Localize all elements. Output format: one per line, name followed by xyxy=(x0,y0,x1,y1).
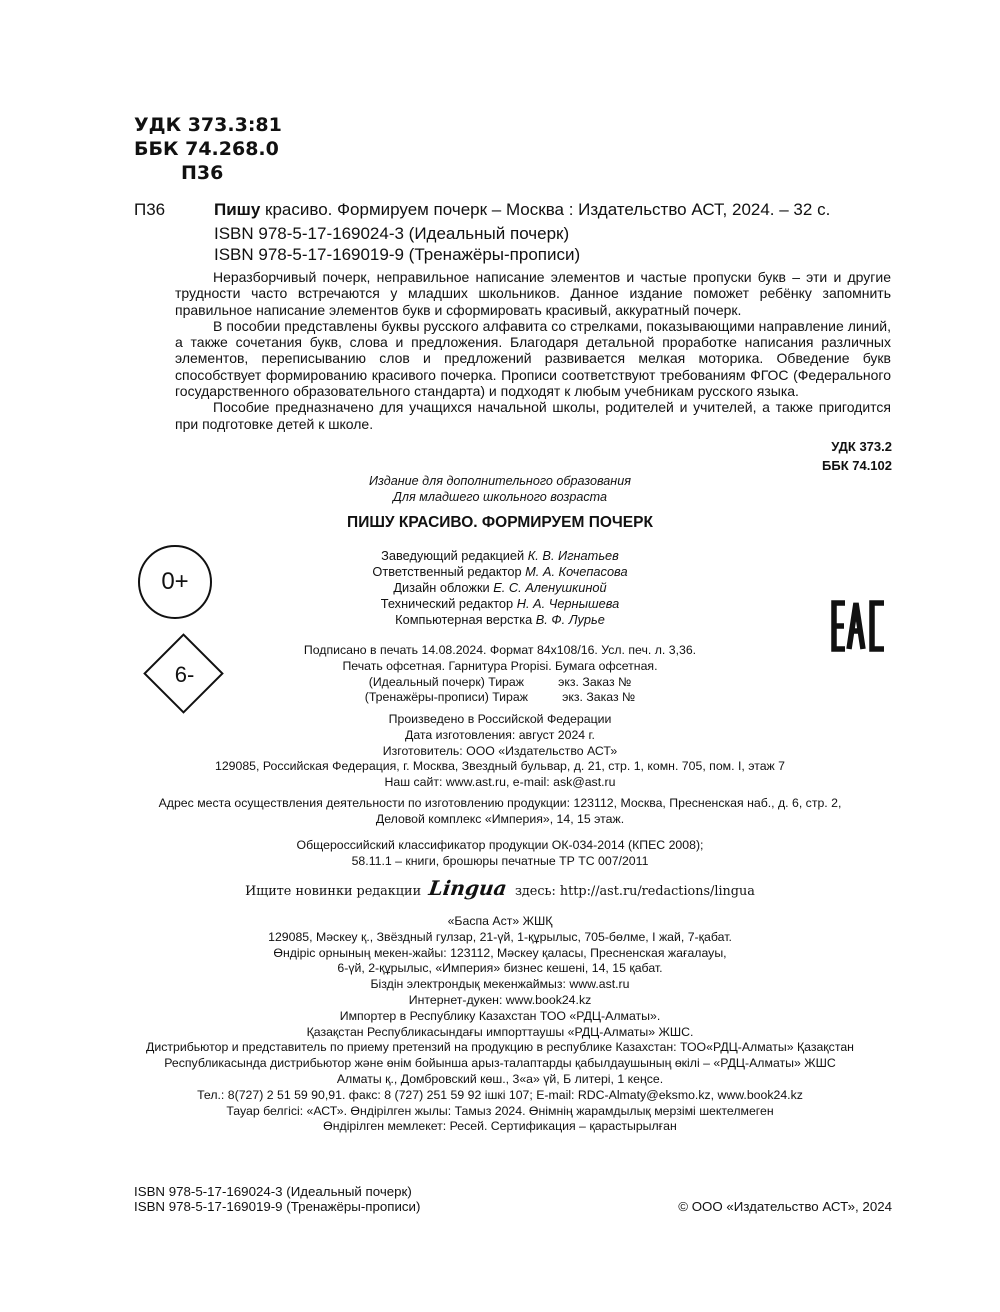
bib-title-bold: Пишу xyxy=(214,200,261,219)
credit-role: Технический редактор xyxy=(380,596,517,611)
kz-line: Қазақстан Республикасындағы импорттаушы «РДЦ-Алматы» ЖШС. xyxy=(306,1024,694,1039)
credit-name: Н. А. Чернышева xyxy=(516,596,620,611)
credit-line xyxy=(0,580,1000,596)
bib-code: П36 xyxy=(134,200,166,219)
print-line: Подписано в печать 14.08.2024. Формат 84х108/16. Усл. печ. л. 3,36. xyxy=(303,643,697,657)
abstract xyxy=(175,269,891,432)
author-sign: П36 xyxy=(181,162,224,184)
kz-line: Тел.: 8(727) 2 51 59 90,91. факс: 8 (727) 251 59 92 ішкі 107; E-mail: RDC-Almaty@eksmo.kz, www.book24.kz xyxy=(197,1087,803,1102)
age-rating-circle-label: 0+ xyxy=(161,568,189,595)
age-rating-diamond-label: 6- xyxy=(174,661,195,687)
lingua-after: здесь: http://ast.ru/redactions/lingua xyxy=(514,884,755,899)
kz-line: Республикасында дистрибьютор және өнім бойынша арыз-талаптарды қабылдаушының өкілі – «РДЦ-Алматы» ЖШС xyxy=(164,1056,836,1071)
kz-line: 6-үй, 2-құрылыс, «Империя» бизнес кешені, 14, 15 қабат. xyxy=(337,961,663,976)
credit-role: Компьютерная верстка xyxy=(395,612,536,627)
bbk-code: ББК 74.268.0 xyxy=(134,138,279,160)
credit-role: Дизайн обложки xyxy=(393,580,494,595)
edition-age: Для младшего школьного возраста xyxy=(393,490,607,504)
kz-line: Алматы қ., Домбровский көш., 3«а» үй, Б литері, 1 кеңсе. xyxy=(336,1071,664,1086)
kz-line: 129085, Мәскеу қ., Звёздный гулзар, 21-үй, 1-құрылыс, 705-бөлме, I жай, 7-қабат. xyxy=(268,929,732,944)
bbk-right: ББК 74.102 xyxy=(822,458,892,473)
credit-name: К. В. Игнатьев xyxy=(527,548,619,563)
kazakhstan-info xyxy=(0,914,1000,1135)
footer-isbn-1: ISBN 978-5-17-169024-3 (Идеальный почерк) xyxy=(134,1184,412,1199)
print-info xyxy=(0,643,1000,706)
kz-line: «Баспа Аст» ЖШҚ xyxy=(447,914,553,928)
credit-line xyxy=(0,564,1000,580)
production-line: Изготовитель: ООО «Издательство АСТ» xyxy=(382,743,618,758)
bib-isbn-1: ISBN 978-5-17-169024-3 (Идеальный почерк) xyxy=(214,224,570,243)
bib-title-rest: красиво. Формируем почерк – Москва : Издательство АСТ, 2024. – 32 с. xyxy=(260,200,831,219)
edition-type: Издание для дополнительного образования xyxy=(369,474,631,488)
copyright: © ООО «Издательство АСТ», 2024 xyxy=(678,1199,892,1214)
production-address xyxy=(0,796,1000,828)
address-line: Деловой комплекс «Империя», 14, 15 этаж. xyxy=(375,811,625,826)
classifier-line: Общероссийский классификатор продукции ОК-034-2014 (КПЕС 2008); xyxy=(296,838,704,852)
kz-line: Импортер в Республику Казахстан ТОО «РДЦ-Алматы». xyxy=(339,1008,661,1023)
lingua-logo: Lingua xyxy=(427,876,509,900)
edition-title: ПИШУ КРАСИВО. ФОРМИРУЕМ ПОЧЕРК xyxy=(347,514,653,531)
credit-line xyxy=(0,548,1000,564)
credit-role: Заведующий редакцией xyxy=(381,548,528,563)
credit-role: Ответственный редактор xyxy=(372,564,526,579)
print-line: (Тренажёры-прописи) Тираж экз. Заказ № xyxy=(364,690,636,705)
production-line: Произведено в Российской Федерации xyxy=(388,712,612,726)
abstract-paragraph-3: Пособие предназначено для учащихся начальной школы, родителей и учителей, а также пригодится при подготовке детей к школе. xyxy=(175,399,891,432)
kz-line: Өндірілген мемлекет: Ресей. Сертификация – қарастырылған xyxy=(323,1119,677,1134)
production-line: 129085, Российская Федерация, г. Москва, Звездный бульвар, д. 21, стр. 1, комн. 705, пом. I, этаж 7 xyxy=(214,759,786,774)
abstract-paragraph-2: В пособии представлены буквы русского алфавита со стрелками, показывающими направление линий, а также сочетания букв, слова и предложения. Благодаря детальной проработке написания различных элементов, переписыванию слов и предложений развивается мелкая моторика. Обведение букв способствует формированию красивого почерка. Прописи соответствуют требованиям ФГОС (Федерального государственного образовательного стандарта) и подходят к любым учебникам русского языка. xyxy=(175,317,891,400)
print-line: (Идеальный почерк) Тираж экз. Заказ № xyxy=(368,674,632,689)
kz-line: Дистрибьютор и представитель по приему претензий на продукцию в республике Казахстан: ТОО«РДЦ-Алматы» Қазақстан xyxy=(146,1040,854,1055)
address-line: Адрес места осуществления деятельности по изготовлению продукции: 123112, Москва, Пресненская наб., д. 6, стр. 2, xyxy=(158,796,842,810)
footer-isbn-2: ISBN 978-5-17-169019-9 (Тренажёры-прописи) xyxy=(134,1199,421,1214)
udk-right: УДК 373.2 xyxy=(831,439,892,454)
kz-line: Тауар белгісі: «АСТ». Өндірілген жылы: Тамыз 2024. Өнімнің жарамдылық мерзімі шектелмеген xyxy=(226,1103,774,1118)
classifier xyxy=(0,838,1000,870)
bib-title xyxy=(214,200,830,220)
credit-name: В. Ф. Лурье xyxy=(535,612,605,627)
production-line: Дата изготовления: август 2024 г. xyxy=(405,727,595,742)
credit-name: Е. С. Аленушкиной xyxy=(493,580,607,595)
kz-line: Интернет-дукен: www.book24.kz xyxy=(408,992,592,1007)
abstract-paragraph-1: Неразборчивый почерк, неправильное написание элементов и частые пропуски букв – эти и другие трудности часто встречаются у младших школьников. Данное издание поможет ребёнку запомнить правильное написание элементов букв и сформировать красивый, аккуратный почерк. xyxy=(175,269,891,318)
lingua-line xyxy=(0,876,1000,900)
production-line: Наш сайт: www.ast.ru, e-mail: ask@ast.ru xyxy=(384,775,616,790)
lingua-before: Ищите новинки редакции xyxy=(245,884,422,899)
udk-code: УДК 373.3:81 xyxy=(134,114,282,136)
credit-name: М. А. Кочепасова xyxy=(525,564,628,579)
bib-isbn-2: ISBN 978-5-17-169019-9 (Тренажёры-прописи) xyxy=(214,245,581,264)
kz-line: Өндіріс орнының мекен-жайы: 123112, Мәскеу қаласы, Пресненская жағалауы, xyxy=(273,945,727,960)
classifier-line: 58.11.1 – книги, брошюры печатные ТР ТС 007/2011 xyxy=(351,853,649,868)
print-line: Печать офсетная. Гарнитура Propisi. Бумага офсетная. xyxy=(342,658,658,673)
kz-line: Біздін электрондық мекенжаймыз: www.ast.ru xyxy=(370,977,630,992)
production-info xyxy=(0,712,1000,791)
